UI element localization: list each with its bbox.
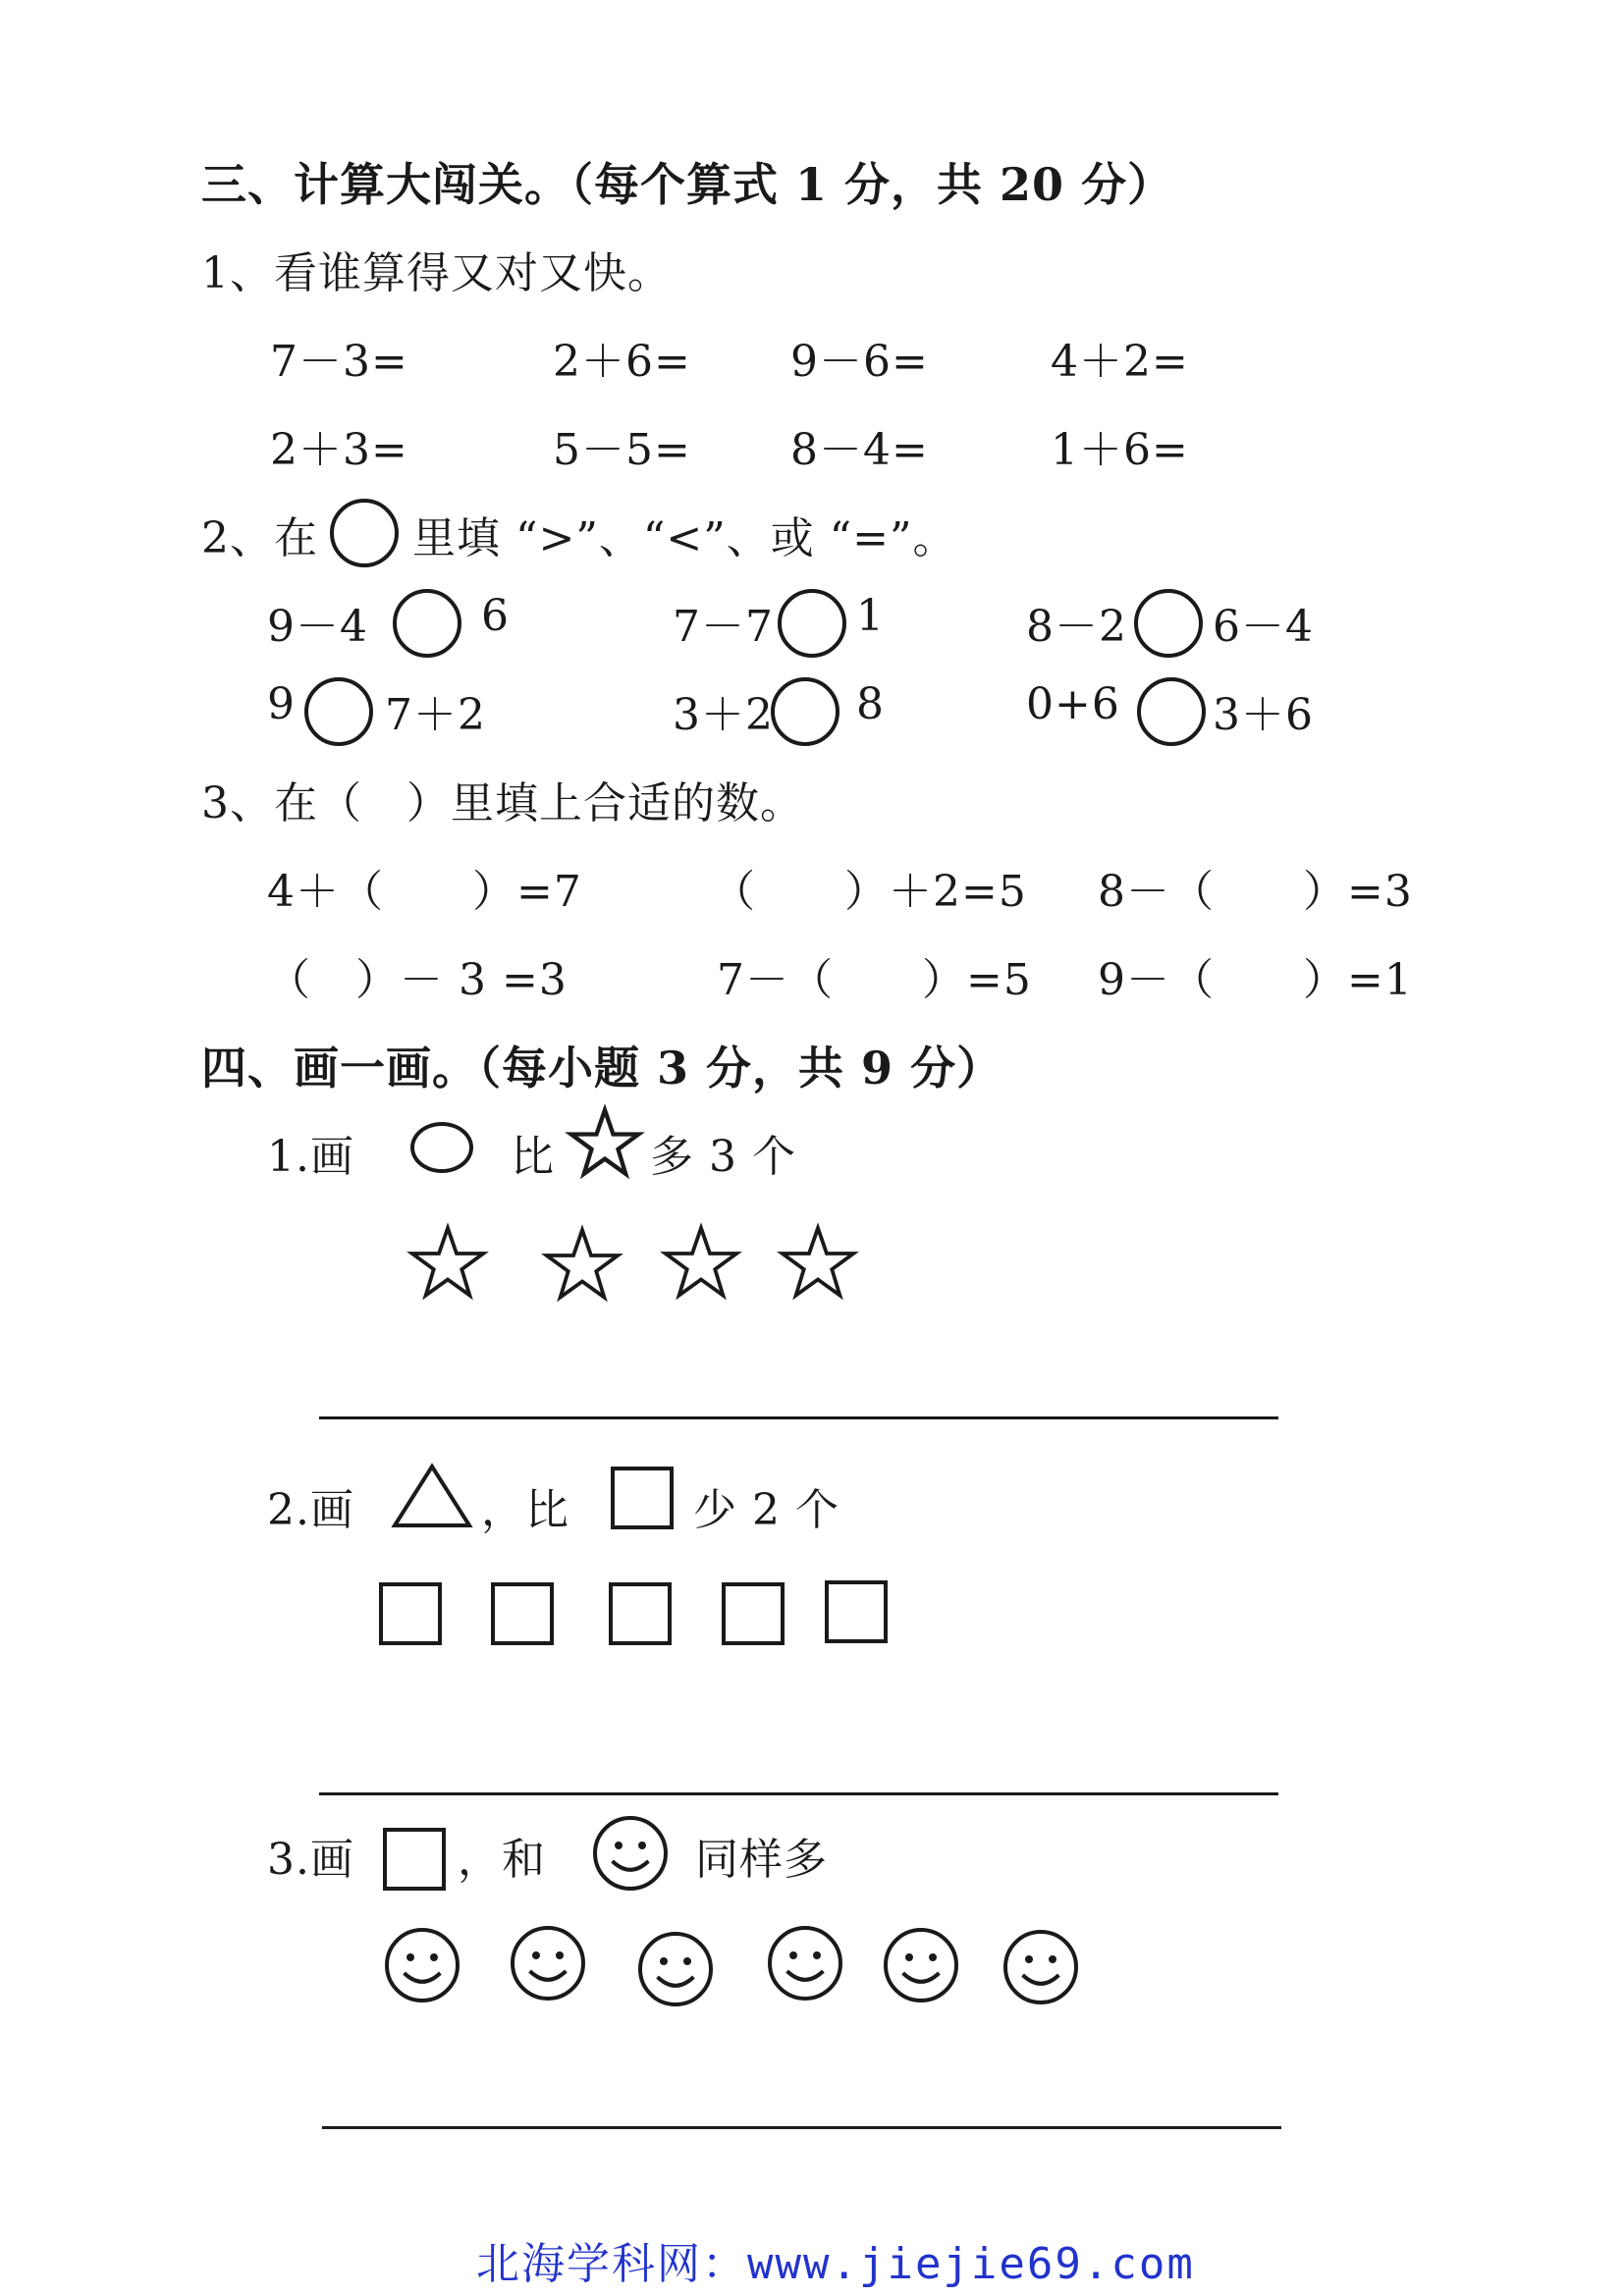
star-icon — [569, 1107, 640, 1178]
smiley-face-icon — [1001, 1928, 1080, 2006]
q2-right: 1 — [856, 591, 885, 641]
q3-expr[interactable]: （ ）＋2=5 — [712, 867, 1027, 917]
p2-tail: 少 2 个 — [693, 1485, 839, 1535]
q3-title: 3、在（ ）里填上合适的数。 — [201, 778, 804, 828]
q2-right: 7＋2 — [385, 690, 486, 740]
q2-left: 8－2 — [1026, 602, 1127, 652]
answer-line[interactable] — [319, 1792, 1278, 1795]
q1-expr: 9－6= — [790, 337, 929, 387]
q1-expr: 2＋6= — [553, 337, 691, 387]
compare-circle[interactable] — [304, 677, 373, 746]
p2-compare-word: ，比 — [481, 1485, 569, 1535]
q1-expr: 2＋3= — [270, 425, 408, 475]
q2-right: 8 — [856, 679, 885, 729]
star-icon — [664, 1225, 738, 1300]
section-3-title: 三、计算大闯关。（每个算式 1 分，共 20 分） — [201, 158, 1174, 211]
square-icon — [609, 1582, 672, 1645]
smiley-face-icon — [383, 1926, 461, 2004]
p1-compare-word: 比 — [511, 1132, 555, 1182]
p3-number: 3.画 — [267, 1835, 354, 1885]
q1-expr: 5－5= — [553, 425, 691, 475]
q2-title-prefix: 2、在 — [201, 513, 318, 563]
square-icon — [825, 1580, 888, 1643]
smiley-face-icon — [591, 1814, 670, 1893]
compare-circle[interactable] — [1137, 677, 1206, 746]
q2-left: 9 — [267, 679, 296, 729]
q2-left: 3＋2 — [673, 690, 774, 740]
q3-expr[interactable]: 9－（ ）=1 — [1098, 955, 1413, 1005]
q1-expr: 4＋2= — [1051, 337, 1189, 387]
p3-compare-word: ，和 — [458, 1835, 546, 1885]
square-icon — [491, 1582, 554, 1645]
answer-line[interactable] — [319, 1416, 1278, 1419]
smiley-face-icon — [509, 1924, 587, 2002]
compare-circle[interactable] — [778, 589, 846, 658]
p1-number: 1.画 — [267, 1132, 354, 1182]
smiley-face-icon — [766, 1924, 844, 2002]
footer-site-name: 北海学科网： — [476, 2239, 747, 2289]
smiley-face-icon — [882, 1926, 960, 2004]
square-icon — [611, 1467, 674, 1529]
q2-right: 6－4 — [1213, 602, 1314, 652]
q3-expr[interactable]: 7－（ ）=5 — [717, 955, 1032, 1005]
square-icon — [383, 1828, 446, 1891]
q2-title-suffix: 里填 “>”、“<”、或 “=”。 — [412, 513, 957, 563]
q1-expr: 1＋6= — [1051, 425, 1189, 475]
answer-line[interactable] — [322, 2126, 1281, 2129]
p2-number: 2.画 — [267, 1485, 354, 1535]
compare-circle[interactable] — [393, 589, 461, 658]
q2-left: 7－7 — [673, 602, 774, 652]
q2-left: 0+6 — [1026, 679, 1120, 729]
circle-blank-icon — [330, 499, 399, 567]
star-icon — [410, 1225, 485, 1300]
star-icon — [545, 1227, 620, 1302]
q1-title: 1、看谁算得又对又快。 — [201, 248, 672, 298]
q1-expr: 7－3= — [270, 337, 408, 387]
circle-icon — [410, 1122, 473, 1173]
footer — [476, 2228, 1195, 2291]
q3-expr[interactable]: 4＋（ ）=7 — [267, 867, 582, 917]
footer-url[interactable]: www.jiejie69.com — [747, 2239, 1195, 2289]
q1-expr: 8－4= — [790, 425, 929, 475]
q2-left: 9－4 — [267, 602, 368, 652]
square-icon — [722, 1582, 785, 1645]
square-icon — [379, 1582, 442, 1645]
p3-tail: 同样多 — [695, 1835, 828, 1885]
q2-right: 6 — [481, 591, 510, 641]
star-icon — [781, 1225, 855, 1300]
p1-tail: 多 3 个 — [650, 1132, 796, 1182]
smiley-face-icon — [636, 1930, 715, 2008]
q2-right: 3＋6 — [1213, 690, 1314, 740]
q3-expr[interactable]: 8－（ ）=3 — [1098, 867, 1413, 917]
compare-circle[interactable] — [1134, 589, 1203, 658]
q3-expr[interactable]: （ ）－ 3 =3 — [267, 955, 568, 1005]
triangle-icon — [391, 1463, 473, 1529]
section-4-title: 四、画一画。（每小题 3 分，共 9 分） — [201, 1041, 1003, 1095]
compare-circle[interactable] — [771, 677, 839, 746]
